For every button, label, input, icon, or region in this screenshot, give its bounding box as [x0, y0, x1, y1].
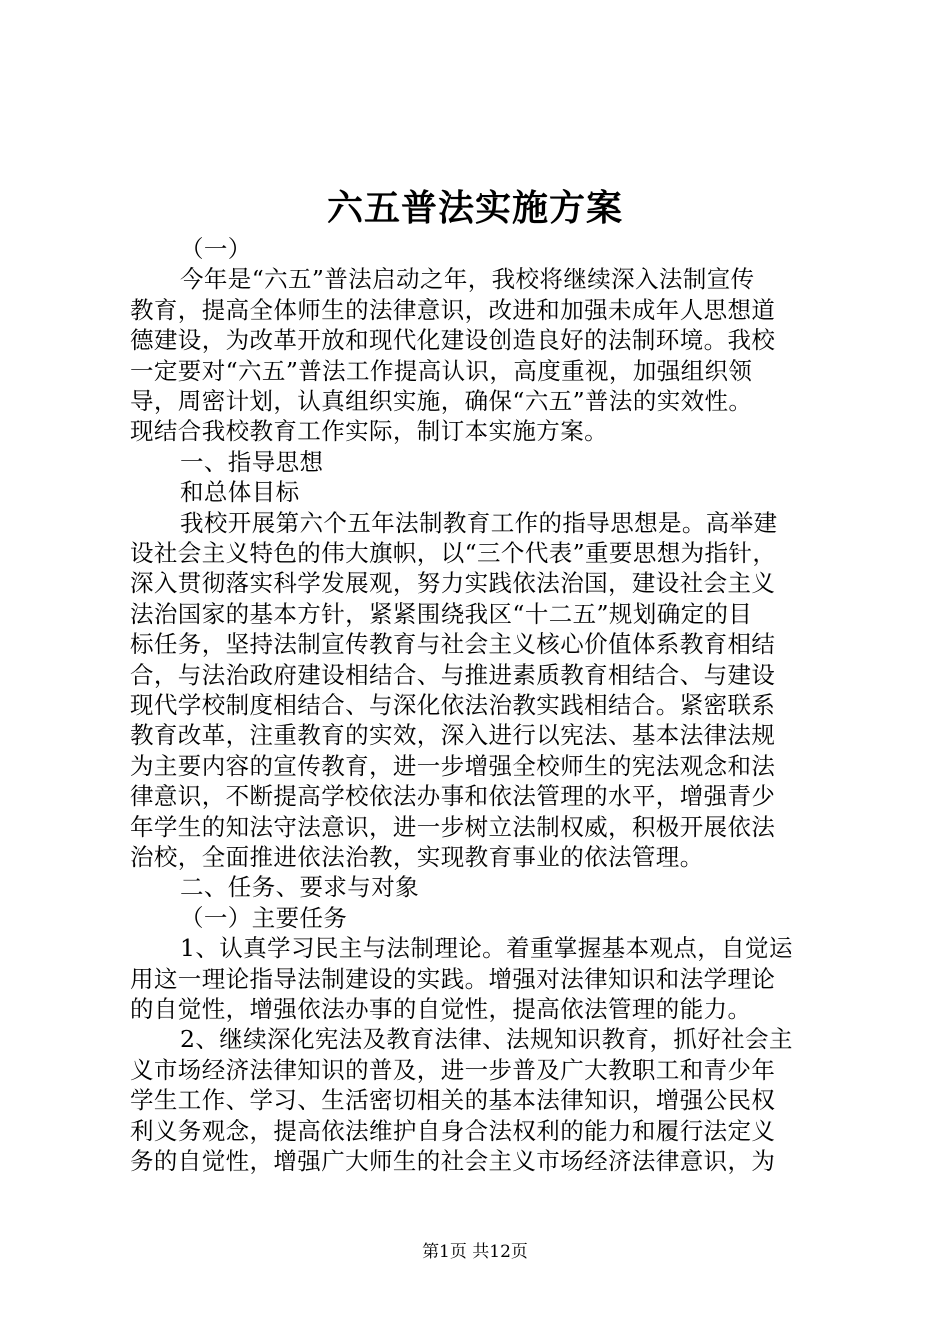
text-line: 现代学校制度相结合、与深化依法治教实践相结合。紧密联系: [130, 691, 776, 719]
text-line: 务的自觉性，增强广大师生的社会主义市场经济法律意识，为: [130, 1147, 776, 1175]
text-line: 的自觉性，增强依法办事的自觉性，提高依法管理的能力。: [130, 995, 752, 1023]
text-line: 一、指导思想: [180, 447, 324, 476]
text-line: （一）主要任务: [180, 903, 348, 932]
text-line: 今年是“六五”普法启动之年，我校将继续深入法制宣传: [180, 265, 755, 294]
text-line: 律意识，不断提高学校依法办事和依法管理的水平，增强青少: [130, 782, 776, 811]
text-line: 学生工作、学习、生活密切相关的基本法律知识，增强公民权: [130, 1086, 776, 1115]
text-line: 我校开展第六个五年法制教育工作的指导思想是。高举建: [180, 508, 778, 537]
page-title: 六五普法实施方案: [326, 187, 623, 229]
text-line: 和总体目标: [180, 478, 300, 507]
text-line: 导，周密计划，认真组织实施，确保“六五”普法的实效性。: [130, 387, 753, 415]
text-line: 教育改革，注重教育的实效，深入进行以宪法、基本法律法规: [130, 721, 776, 750]
text-line: 二、任务、要求与对象: [180, 873, 419, 902]
text-line: 治校，全面推进依法治教，实现教育事业的依法管理。: [130, 843, 704, 871]
text-line: 设社会主义特色的伟大旗帜，以“三个代表”重要思想为指针，: [130, 539, 777, 567]
text-line: 合，与法治政府建设相结合、与推进素质教育相结合、与建设: [130, 660, 776, 689]
text-line: 一定要对“六五”普法工作提高认识，高度重视，加强组织领: [130, 356, 753, 385]
text-line: 1、认真学习民主与法制理论。着重掌握基本观点，自觉运: [180, 934, 793, 963]
text-line: 用这一理论指导法制建设的实践。增强对法律知识和法学理论: [130, 964, 776, 993]
page-footer: 第1页 共12页: [422, 1242, 528, 1262]
text-line: 现结合我校教育工作实际，制订本实施方案。: [130, 417, 608, 446]
text-line: 教育，提高全体师生的法律意识，改进和加强未成年人思想道: [130, 295, 776, 324]
text-line: 深入贯彻落实科学发展观，努力实践依法治国，建设社会主义: [130, 569, 776, 598]
text-line: 德建设，为改革开放和现代化建设创造良好的法制环境。我校: [130, 326, 776, 355]
text-line: 2、继续深化宪法及教育法律、法规知识教育，抓好社会主: [180, 1025, 793, 1054]
text-line: （一）: [180, 235, 252, 263]
text-line: 标任务，坚持法制宣传教育与社会主义核心价值体系教育相结: [130, 630, 776, 659]
text-line: 利义务观念，提高依法维护自身合法权利的能力和履行法定义: [130, 1116, 776, 1145]
text-line: 法治国家的基本方针，紧紧围绕我区“十二五”规划确定的目: [130, 599, 753, 628]
text-line: 义市场经济法律知识的普及，进一步普及广大教职工和青少年: [130, 1055, 776, 1084]
text-line: 年学生的知法守法意识，进一步树立法制权威，积极开展依法: [130, 812, 776, 841]
text-line: 为主要内容的宣传教育，进一步增强全校师生的宪法观念和法: [130, 751, 776, 780]
